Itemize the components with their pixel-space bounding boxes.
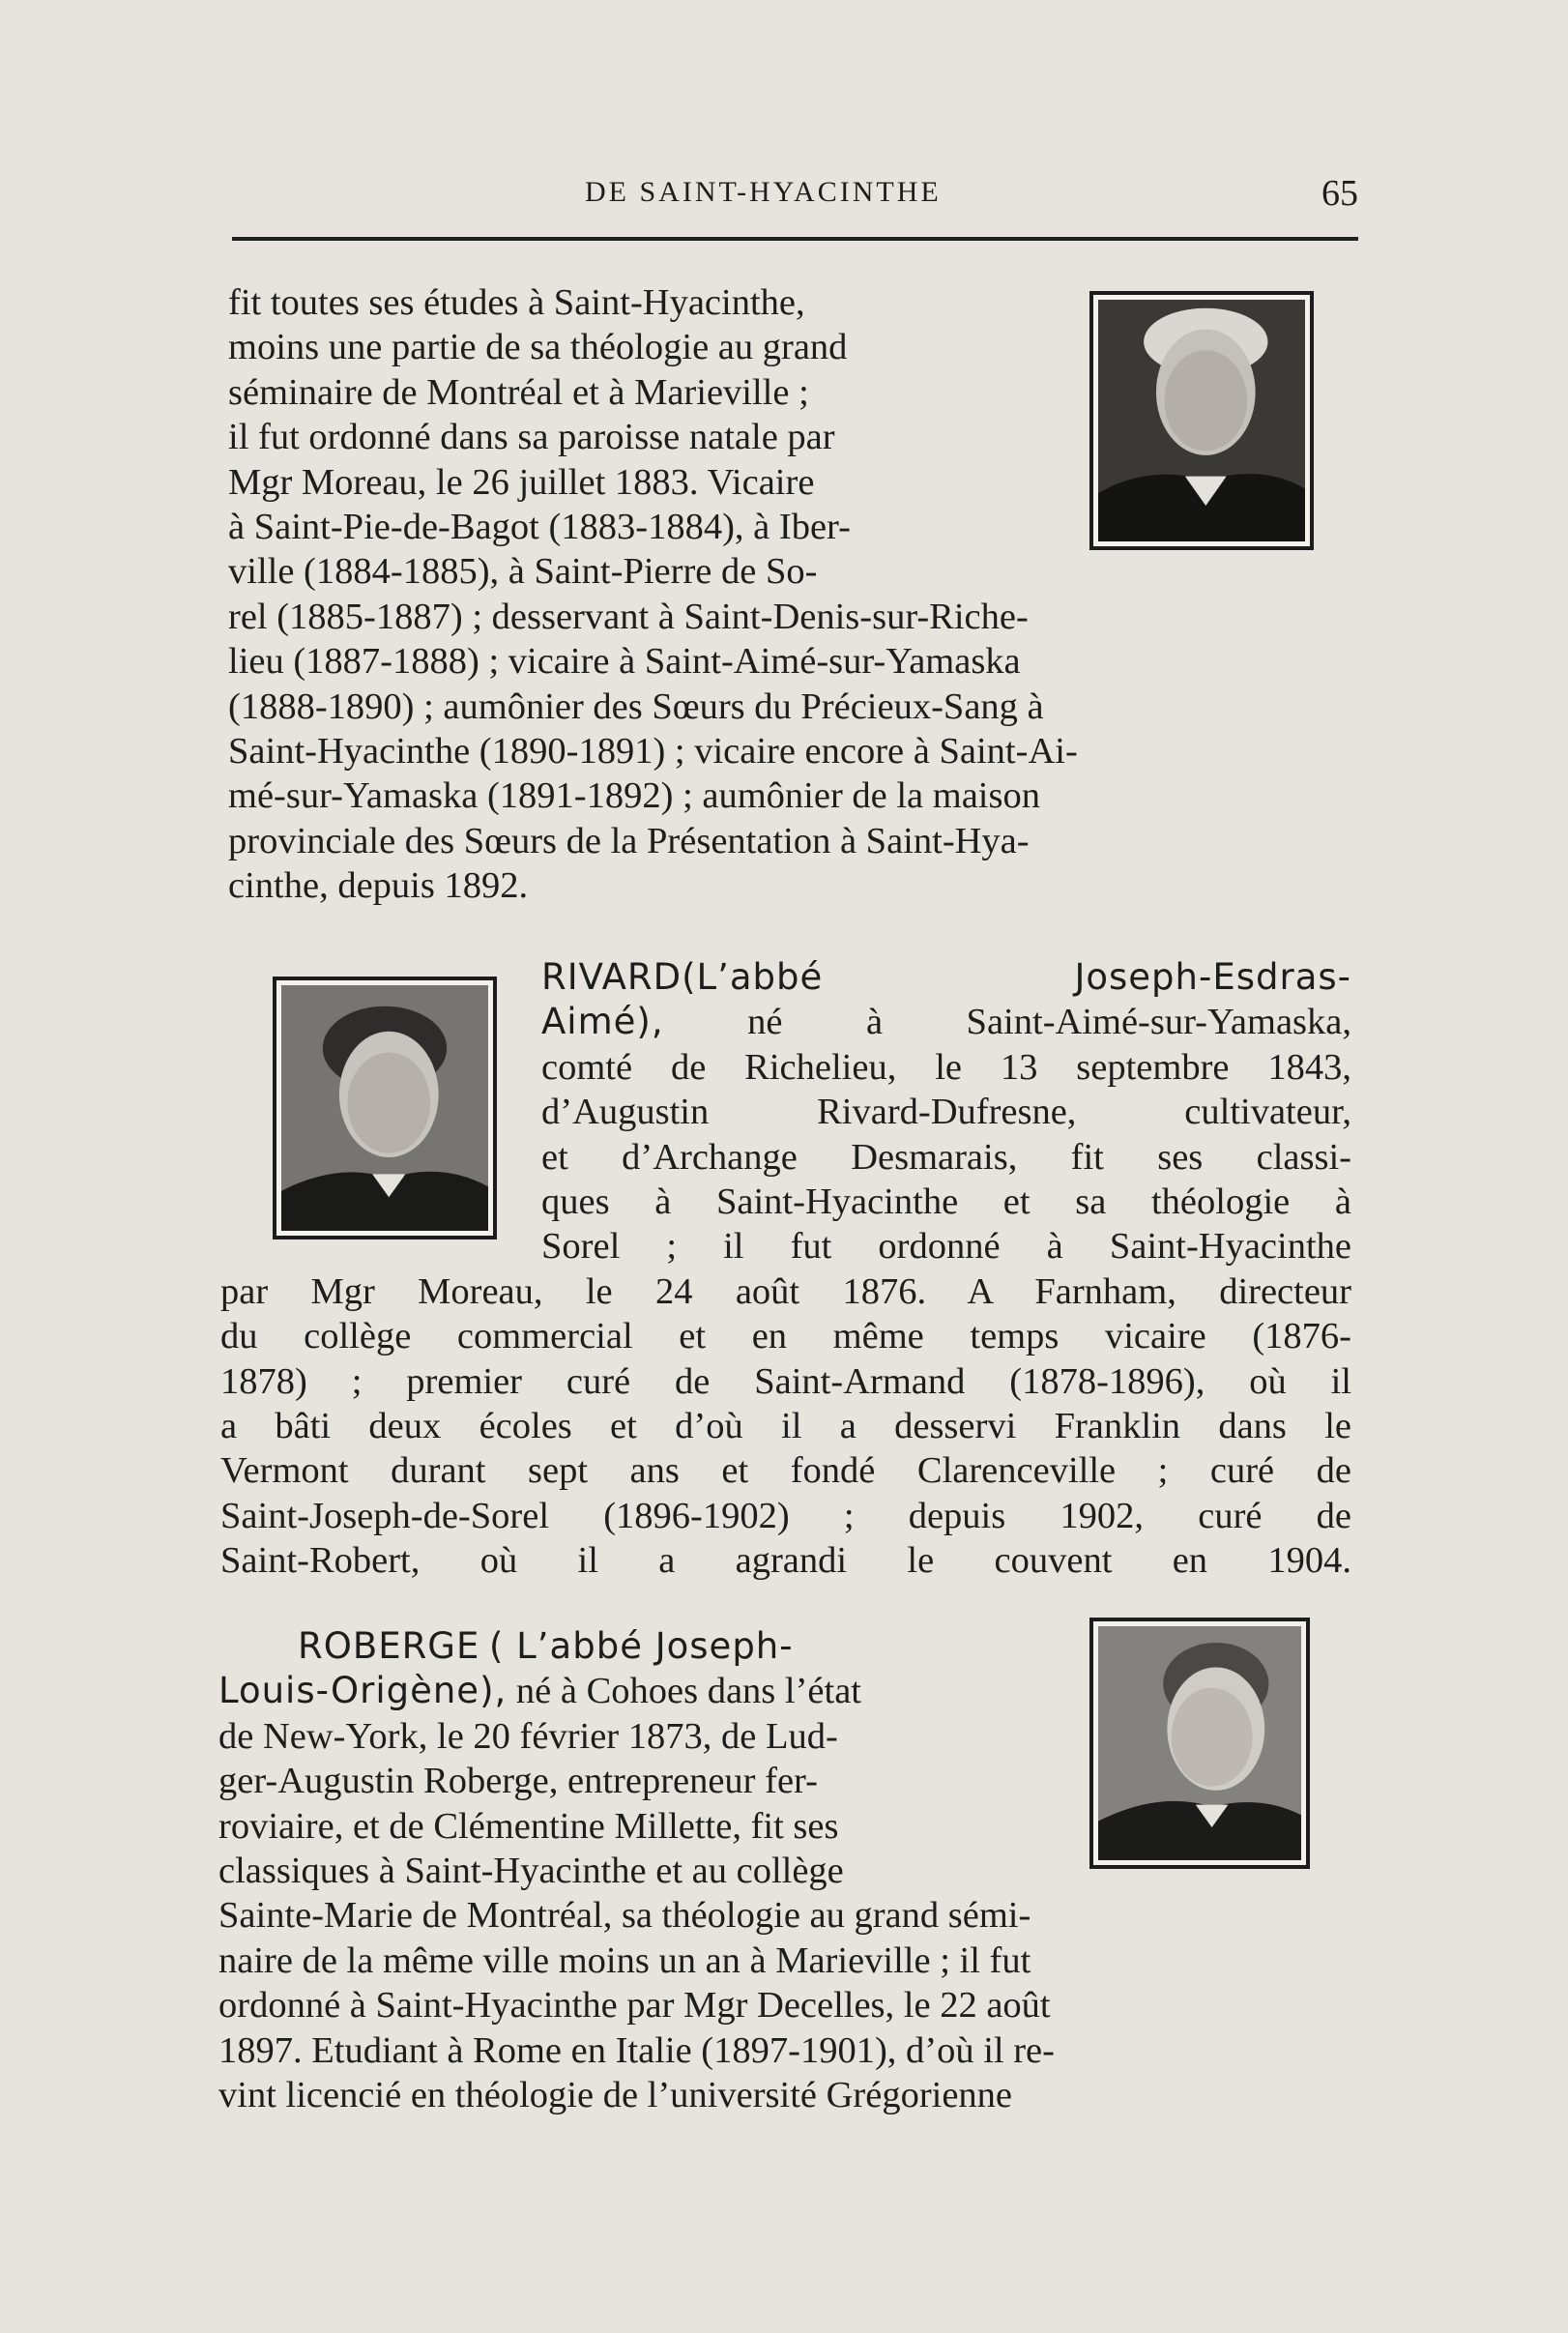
text-line: Sainte-Marie de Montréal, sa théologie au grand sémi- <box>218 1895 1031 1937</box>
text-line: par Mgr Moreau, le 24 août 1876. A Farnham, directeur <box>220 1270 1351 1312</box>
text-line: Saint-Hyacinthe (1890-1891) ; vicaire encore à Saint-Ai- <box>228 731 1078 773</box>
entry-rivard <box>220 955 1351 1584</box>
text-run: né à Saint-Aimé-sur-Yamaska, <box>747 1002 1351 1043</box>
text-line: ville (1884-1885), à Saint-Pierre de So- <box>228 551 818 593</box>
text-line: roviaire, et de Clémentine Millette, fit ses <box>218 1805 839 1847</box>
text-line: Saint-Robert, où il a agrandi le couvent en 1904. <box>220 1540 1351 1582</box>
entry-name: ROBERGE <box>298 1625 480 1667</box>
text-line: 1878) ; premier curé de Saint-Armand (1878-1896), où il <box>220 1360 1351 1402</box>
text-line: ger-Augustin Roberge, entrepreneur fer- <box>218 1761 818 1802</box>
entry-continuation <box>228 280 1359 909</box>
text-line: d’Augustin Rivard-Dufresne, cultivateur, <box>541 1092 1351 1133</box>
page-number: 65 <box>1321 173 1358 214</box>
text-line <box>541 1000 1351 1044</box>
text-line: Mgr Moreau, le 26 juillet 1883. Vicaire <box>228 461 815 503</box>
text-line: de New-York, le 20 février 1873, de Lud- <box>218 1715 838 1757</box>
header-rule <box>232 237 1358 241</box>
text-line: Sorel ; il fut ordonné à Saint-Hyacinthe <box>541 1226 1351 1268</box>
text-line: Saint-Joseph-de-Sorel (1896-1902) ; depuis 1902, curé de <box>220 1495 1351 1536</box>
entry-name-cont: Louis-Origène), <box>218 1670 508 1712</box>
entry-name-rest: ( L’abbé Joseph- <box>488 1625 794 1667</box>
text-line: séminaire de Montréal et à Marieville ; <box>228 371 809 413</box>
text-line: à Saint-Pie-de-Bagot (1883-1884), à Iber- <box>228 507 851 548</box>
running-head <box>232 173 1358 224</box>
entry-heading-line <box>541 955 1351 1000</box>
text-line: a bâti deux écoles et d’où il a desservi Franklin dans le <box>220 1406 1351 1447</box>
text-line: (1888-1890) ; aumônier des Sœurs du Précieux-Sang à <box>228 685 1044 727</box>
text-line: naire de la même ville moins un an à Marieville ; il fut <box>218 1939 1031 1981</box>
text-line: rel (1885-1887) ; desservant à Saint-Denis-sur-Riche- <box>228 596 1029 637</box>
text-line: du collège commercial et en même temps vicaire (1876- <box>220 1316 1351 1357</box>
text-run: né à Cohoes dans l’état <box>515 1671 861 1712</box>
text-line: fit toutes ses études à Saint-Hyacinthe, <box>228 282 805 323</box>
text-line: provinciale des Sœurs de la Présentation à Saint-Hya- <box>228 820 1030 861</box>
text-line: cinthe, depuis 1892. <box>228 865 529 907</box>
entry-name: RIVARD <box>541 956 682 998</box>
text-line: et d’Archange Desmarais, fit ses classi- <box>541 1136 1351 1178</box>
text-line: comté de Richelieu, le 13 septembre 1843, <box>541 1046 1351 1088</box>
text-line: classiques à Saint-Hyacinthe et au collège <box>218 1851 844 1892</box>
text-line: 1897. Etudiant à Rome en Italie (1897-1901), d’où il re- <box>218 2029 1055 2071</box>
text-line: ques à Saint-Hyacinthe et sa théologie à <box>541 1181 1351 1223</box>
text-line: Vermont durant sept ans et fondé Clarenceville ; curé de <box>220 1450 1351 1492</box>
text-line: moins une partie de sa théologie au grand <box>228 327 848 368</box>
text-line: il fut ordonné dans sa paroisse natale par <box>228 417 835 458</box>
entry-roberge <box>218 1624 1350 2117</box>
text-line: mé-sur-Yamaska (1891-1892) ; aumônier de la maison <box>228 775 1040 817</box>
text-line: lieu (1887-1888) ; vicaire à Saint-Aimé-sur-Yamaska <box>228 641 1021 683</box>
text-line <box>218 1669 1060 1713</box>
text-line: vint licencié en théologie de l’université Grégorienne <box>218 2075 1013 2116</box>
text-line: ordonné à Saint-Hyacinthe par Mgr Decelles, le 22 août <box>218 1985 1051 2027</box>
entry-name-cont: Aimé), <box>541 1001 664 1043</box>
entry-name-rest: (L’abbé Joseph-Esdras- <box>682 956 1351 998</box>
running-title: DE SAINT-HYACINTHE <box>585 176 942 208</box>
entry-heading-line <box>218 1624 1060 1669</box>
